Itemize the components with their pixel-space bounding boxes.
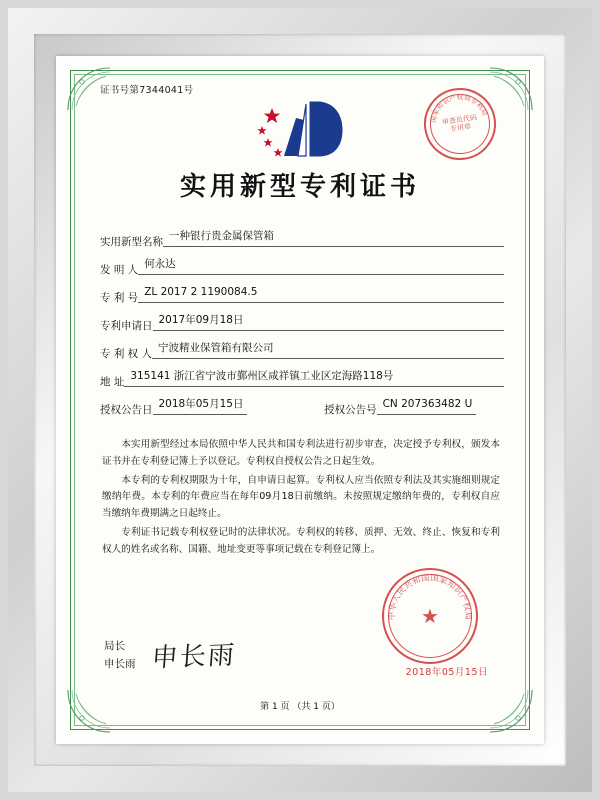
legal-body-text: [102, 437, 500, 558]
svg-text:中华人民共和国国家知识产权局: 中华人民共和国国家知识产权局: [386, 572, 474, 621]
star-icon: ★: [421, 604, 439, 628]
field-label: 实用新型名称: [100, 235, 163, 248]
examiner-seal: [419, 83, 500, 164]
field-row-grant-publication: [100, 399, 504, 415]
field-value: 2017年09月18日: [153, 315, 505, 331]
certificate-number: 证书号第7344041号: [100, 85, 194, 96]
patent-office-logo-icon: [254, 98, 346, 160]
page-title: 实用新型专利证书: [179, 172, 420, 202]
field-row-inventor: [100, 259, 504, 275]
grant-number-group: [324, 399, 504, 415]
legal-paragraph: 本实用新型经过本局依照中华人民共和国专利法进行初步审查，决定授予专利权，颁发本证书并在专利登记簿上予以登记。专利权自授权公告之日起生效。: [102, 439, 500, 467]
field-value: 2018年05月15日: [153, 399, 248, 415]
field-value: 何永达: [138, 259, 504, 275]
director-name: 申长雨: [104, 658, 136, 671]
grant-date-group: [100, 399, 310, 415]
director-title: 局长: [104, 640, 125, 653]
field-label: 授权公告号: [324, 403, 377, 416]
field-label: 专 利 权 人: [100, 347, 153, 360]
signature-labels: [104, 634, 136, 674]
seal-center-text: 审查员代码专用章: [441, 113, 478, 134]
legal-paragraph: 专利证书记载专利权登记时的法律状况。专利权的转移、质押、无效、终止、恢复和专利权人的姓名或名称、国籍、地址变更等事项记载在专利登记簿上。: [102, 526, 500, 555]
field-value: 一种银行贵金属保管箱: [163, 231, 504, 247]
field-row-patentee: [100, 343, 504, 359]
national-ip-office-seal: [382, 568, 478, 664]
certificate-paper: [56, 56, 544, 744]
field-value: CN 207363482 U: [377, 399, 477, 415]
field-value: 宁波精业保管箱有限公司: [152, 343, 504, 359]
field-row-utility-model-name: [100, 231, 504, 247]
svg-text:国家知识产权局专利局: 国家知识产权局专利局: [429, 93, 489, 124]
field-value: ZL 2017 2 1190084.5: [138, 287, 504, 303]
seal-date-stamp: 2018年05月15日: [405, 667, 488, 678]
field-row-application-date: [100, 315, 504, 331]
field-label: 专 利 号: [100, 291, 139, 304]
certificate-content: [86, 82, 514, 720]
fields-section: [100, 231, 504, 415]
photo-frame-outer: [8, 8, 592, 792]
field-row-address: [100, 371, 504, 387]
field-label: 专利申请日: [100, 319, 153, 332]
signature-block: [104, 634, 236, 674]
legal-paragraph: 本专利的专利权期限为十年，自申请日起算。专利权人应当依照专利法及其实施细则规定缴纳年费。本专利的年费应当在每年09月18日前缴纳。未按照规定缴纳年费的，专利权自应当缴纳年费期满之日起终止。: [102, 474, 500, 520]
handwritten-signature: 申长雨: [150, 640, 237, 674]
page-footer: 第 1 页 （共 1 页）: [260, 702, 340, 712]
field-label: 授权公告日: [100, 403, 153, 416]
field-value: 315141 浙江省宁波市鄞州区咸祥镇工业区定海路118号: [124, 371, 504, 387]
field-label: 地 址: [100, 375, 125, 388]
field-row-patent-number: [100, 287, 504, 303]
field-label: 发 明 人: [100, 263, 139, 276]
